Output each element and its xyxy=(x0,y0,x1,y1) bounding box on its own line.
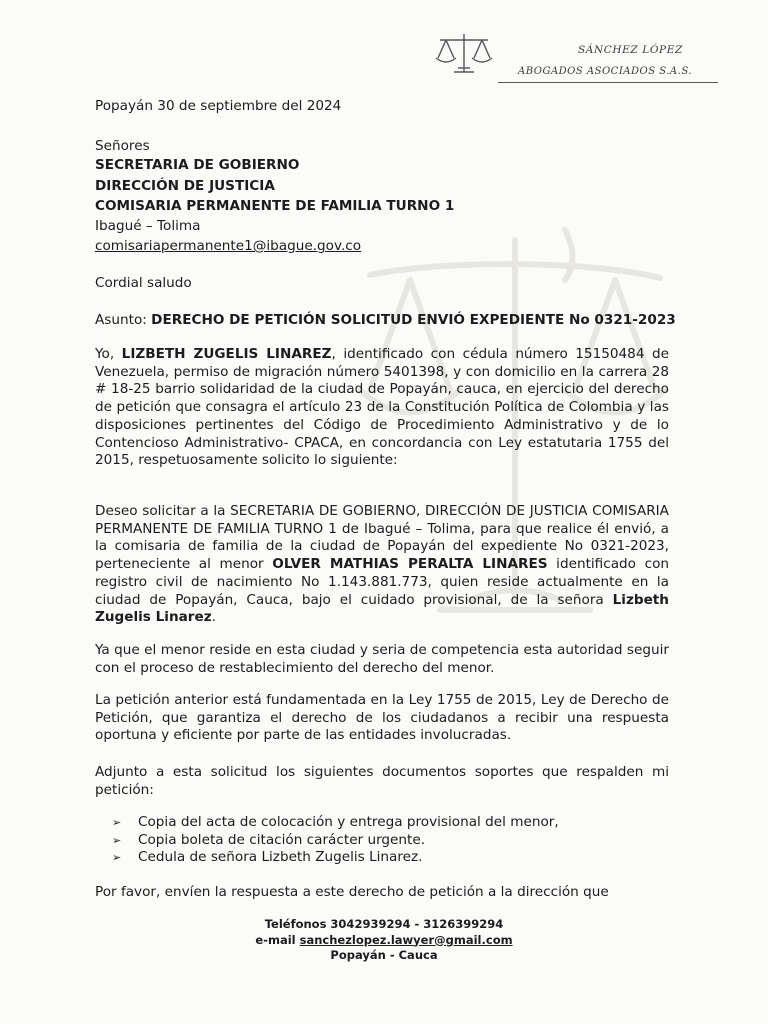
p2-body: identificado con registro civil de nacimiento No 1.143.881.773, quien reside actualmente en la ciudad de Popayán, Cauca, bajo el cuidado provisional, de la señora xyxy=(95,556,670,608)
greeting: Cordial saludo xyxy=(95,275,192,291)
paragraph-5: Adjunto a esta solicitud los siguientes documentos soportes que respalden mi petición: xyxy=(95,764,669,798)
recipient-line-3: COMISARIA PERMANENTE DE FAMILIA TURNO 1 xyxy=(95,198,455,214)
paragraph-6: Por favor, envíen la respuesta a este derecho de petición a la dirección que xyxy=(95,884,609,900)
footer xyxy=(200,917,568,964)
date-line: Popayán 30 de septiembre del 2024 xyxy=(95,98,342,114)
list-item xyxy=(112,814,559,832)
attachment-1: Copia del acta de colocación y entrega provisional del menor, xyxy=(138,814,559,830)
paragraph-4: La petición anterior está fundamentada en la Ley 1755 de 2015, Ley de Derecho de Petición, que garantiza el derecho de los ciudadanos a recibir una respuesta oportuna y eficiente por parte de las entidades involucradas. xyxy=(95,692,669,744)
subject-label: Asunto: xyxy=(95,312,152,328)
arrow-bullet-icon: ➢ xyxy=(112,851,122,864)
footer-email-link[interactable]: sanchezlopez.lawyer@gmail.com xyxy=(299,932,513,947)
list-item xyxy=(112,832,559,850)
footer-city: Popayán - Cauca xyxy=(330,948,438,962)
p1-intro: Yo, xyxy=(95,346,122,362)
p2-intro: Deseo solicitar a la SECRETARIA DE GOBIERNO, DIRECCIÓN DE JUSTICIA COMISARIA PERMANENTE DE FAMILIA TURNO 1 de Ibagué – Tolima, para que realice él envió, a la comisaria de familia de la ciudad de Popayán del expediente No 0321-2023, perteneciente al menor xyxy=(95,503,669,573)
arrow-bullet-icon: ➢ xyxy=(112,833,122,847)
attachment-3: Cedula de señora Lizbeth Zugelis Linarez. xyxy=(138,849,423,865)
footer-email-label: e-mail xyxy=(255,932,300,947)
attachments-list xyxy=(112,814,559,867)
recipient-location: Ibagué – Tolima xyxy=(95,218,201,234)
recipient-email-link[interactable]: comisariapermanente1@ibague.gov.co xyxy=(95,238,362,254)
subject-text: DERECHO DE PETICIÓN SOLICITUD ENVIÓ EXPEDIENTE No 0321-2023 xyxy=(151,312,676,328)
letterhead xyxy=(432,30,732,90)
subject-line xyxy=(95,311,676,330)
paragraph-1 xyxy=(95,346,669,470)
attachment-2: Copia boleta de citación carácter urgente. xyxy=(138,831,426,848)
firm-name: SÁNCHEZ LÓPEZ xyxy=(578,44,683,56)
footer-phones: Teléfonos 3042939294 - 3126399294 xyxy=(264,917,504,931)
guardian-name: Lizbeth Zugelis Linarez xyxy=(95,591,669,626)
petitioner-name: LIZBETH ZUGELIS LINAREZ xyxy=(121,346,332,362)
footer-email-line xyxy=(200,933,568,949)
list-item xyxy=(112,849,559,867)
recipient-line-2: DIRECCIÓN DE JUSTICIA xyxy=(95,178,275,194)
arrow-bullet-icon: ➢ xyxy=(112,816,122,829)
firm-subtitle: ABOGADOS ASOCIADOS S.A.S. xyxy=(518,66,692,77)
letterhead-rule xyxy=(498,82,718,83)
p2-end: . xyxy=(211,609,216,626)
salutation-top: Señores xyxy=(95,138,150,154)
p1-body: , identificado con cédula número 15150484 de Venezuela, permiso de migración número 5401398, y con domicilio en la carrera 28 # 18-25 barrio solidaridad de la ciudad de Popayán, cauca, en ejercicio del derecho de petición que consagra el artículo 23 de la Constitución Política de Colombia y las disposiciones pertinentes del Código de Procedimiento Administrativo y de lo Contencioso Administrativo- CPACA, en concordancia con Ley estatutaria 1755 del 2015, respetuosamente solicito lo siguiente: xyxy=(95,346,669,469)
minor-name: OLVER MATHIAS PERALTA LINARES xyxy=(272,556,548,573)
paragraph-3: Ya que el menor reside en esta ciudad y seria de competencia esta autoridad seguir con el proceso de restablecimiento del derecho del menor. xyxy=(95,642,669,676)
recipient-line-1: SECRETARIA DE GOBIERNO xyxy=(95,157,300,173)
scales-of-justice-logo xyxy=(432,30,496,78)
paragraph-2 xyxy=(95,503,669,627)
